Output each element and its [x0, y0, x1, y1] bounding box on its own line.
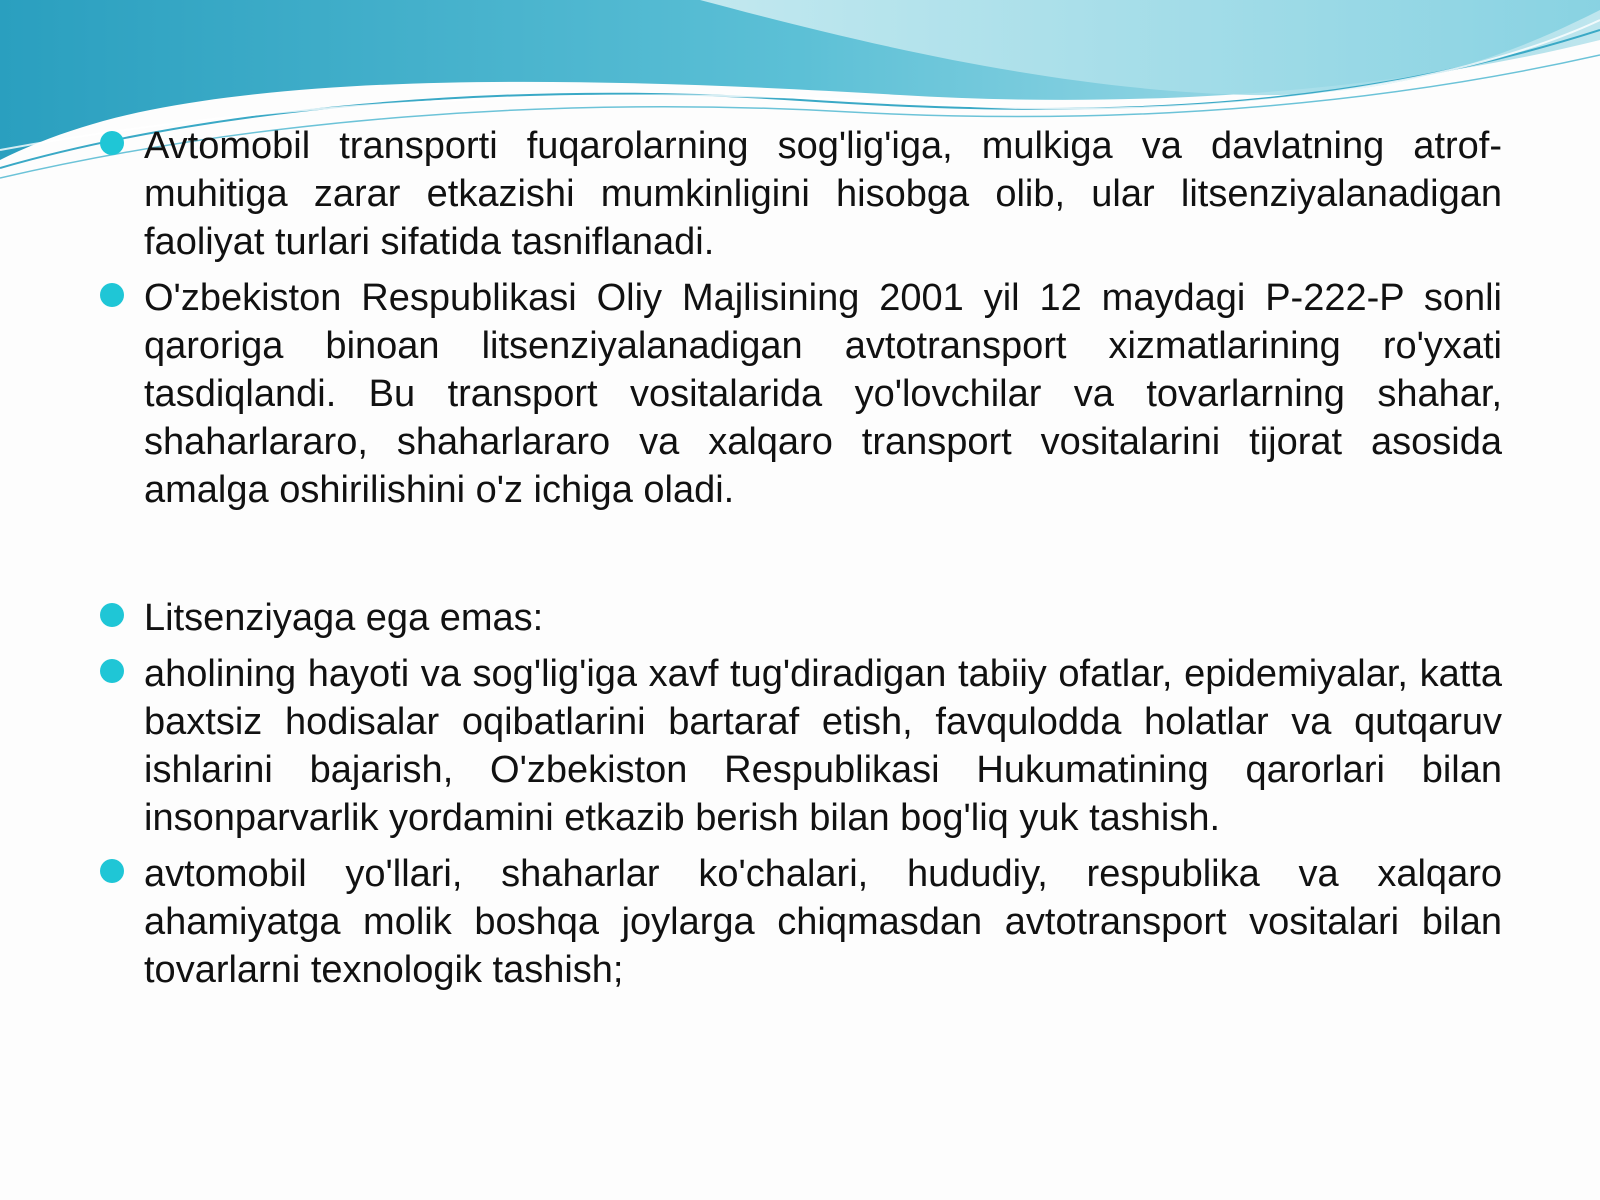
- bullet-dot-icon: [100, 603, 124, 627]
- list-item: [100, 594, 1502, 642]
- list-item-text: aholining hayoti va sog'lig'iga xavf tug'diradigan tabiiy ofatlar, epidemiyalar, katta baxtsiz hodisalar oqibatlarini bartaraf etish, favqulodda holatlar va qutqaruv ishlarini bajarish, O'zbekiston Respublikasi Hukumatining qarorlari bilan insonparvarlik yordamini etkazib berish bilan bog'liq yuk tashish.: [144, 653, 1502, 839]
- bullet-dot-icon: [100, 659, 124, 683]
- bullet-dot-icon: [100, 859, 124, 883]
- list-item-text: Avtomobil transporti fuqarolarning sog'lig'iga, mulkiga va davlatning atrof-muhitiga zarar etkazishi mumkinligini hisobga olib, ular litsenziyalanadigan faoliyat turlari sifatida tasniflanadi.: [144, 125, 1502, 263]
- list-item: [100, 122, 1502, 266]
- list-item: [100, 650, 1502, 842]
- list-item-text: O'zbekiston Respublikasi Oliy Majlisining 2001 yil 12 maydagi P-222-P sonli qaroriga binoan litsenziyalanadigan avtotransport xizmatlarining ro'yxati tasdiqlandi. Bu transport vositalarida yo'lovchilar va tovarlarning shahar, shaharlararo, shaharlararo va xalqaro transport vositalarini tijorat asosida amalga oshirilishini o'z ichiga oladi.: [144, 277, 1502, 511]
- list-item-text: Litsenziyaga ega emas:: [144, 597, 544, 639]
- bullet-dot-icon: [100, 283, 124, 307]
- bullet-list: [100, 122, 1502, 1002]
- list-item: [100, 274, 1502, 514]
- list-item-text: avtomobil yo'llari, shaharlar ko'chalari, hududiy, respublika va xalqaro ahamiyatga molik boshqa joylarga chiqmasdan avtotransport vositalari bilan tovarlarni texnologik tashish;: [144, 853, 1502, 991]
- bullet-dot-icon: [100, 131, 124, 155]
- list-item: [100, 850, 1502, 994]
